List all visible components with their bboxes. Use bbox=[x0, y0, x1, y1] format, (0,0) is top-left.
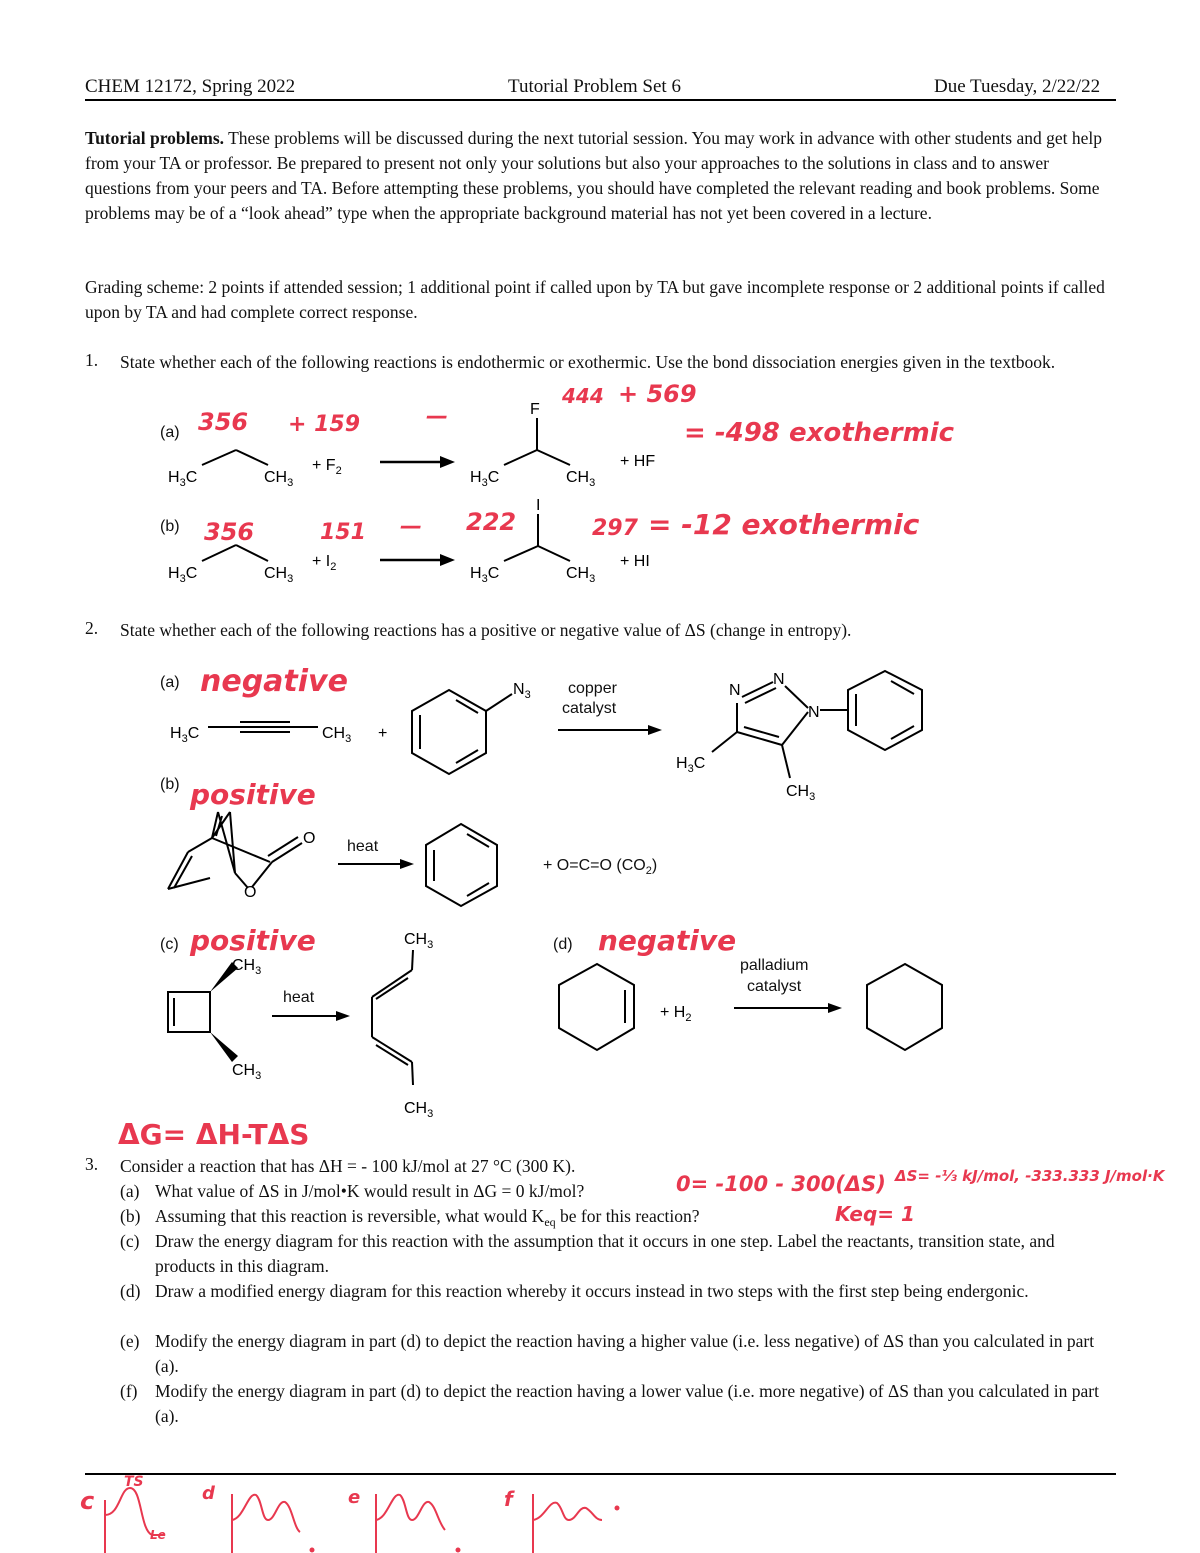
dimethylcyclobutene bbox=[168, 992, 210, 1032]
svg-text:CH3: $CH_3$ bbox=[322, 725, 352, 745]
q1-text: State whether each of the following reactions is endothermic or exothermic. Use the bond dissociation energies given in the textbook. bbox=[120, 352, 1056, 372]
plus-i2: + $I_2$ bbox=[312, 553, 337, 573]
hw-q1b-result: = -12 exothermic bbox=[648, 508, 920, 541]
q3e-label: (e) bbox=[120, 1331, 140, 1351]
q3a-text: What value of ΔS in J/mol•K would result in ΔG = 0 kJ/mol? bbox=[155, 1181, 585, 1201]
triazole-n2: N bbox=[773, 671, 785, 688]
hexadiene-ch3-bottom: $CH_3$ bbox=[404, 1100, 434, 1120]
hw-q2a: negative bbox=[200, 664, 348, 699]
plus-hi: + HI bbox=[620, 553, 650, 570]
triazole-n1: N bbox=[729, 682, 741, 699]
hw-q1a-p2: + 569 bbox=[618, 380, 697, 408]
hexadiene bbox=[372, 950, 413, 1085]
hw-q1b-r2: 151 bbox=[320, 520, 366, 545]
q2-text: State whether each of the following reactions has a positive or negative value of ΔS (change in entropy). bbox=[120, 620, 852, 640]
copper-catalyst-label: catalyst bbox=[562, 700, 617, 717]
q3b-text-tail: be for this reaction? bbox=[555, 1206, 700, 1226]
palladium-label: palladium bbox=[740, 957, 809, 974]
q3f-text: Modify the energy diagram in part (d) to depict the reaction having a lower value (i.e. more negative) of ΔS than you calculated in part (a). bbox=[155, 1381, 1099, 1426]
lactone-o-ring: O bbox=[244, 884, 257, 901]
plus-2a: + bbox=[378, 725, 388, 742]
q3c-label: (c) bbox=[120, 1231, 140, 1251]
hw-energy-sketches bbox=[0, 1476, 700, 1553]
bicyclic-lactone bbox=[168, 812, 302, 889]
cyclohexene bbox=[559, 964, 634, 1050]
lactone-o-carbonyl: O bbox=[303, 830, 316, 847]
q3b-text-main: Assuming that this reaction is reversible, what would K bbox=[155, 1206, 545, 1226]
q3a-label: (a) bbox=[120, 1181, 140, 1201]
q3b-label: (b) bbox=[120, 1206, 141, 1226]
svg-text:H3C: $H_3C$ bbox=[470, 469, 500, 489]
cyclohexane bbox=[867, 964, 942, 1050]
svg-text:H3C: $H_3C$ bbox=[168, 565, 198, 585]
triazole-n3: N bbox=[808, 704, 820, 721]
hw-q3a-work: 0= -100 - 300(ΔS) bbox=[676, 1172, 886, 1196]
footer-rule bbox=[85, 1473, 1116, 1475]
plus-f2: + $F_2$ bbox=[312, 457, 342, 477]
svg-text:I: I bbox=[536, 497, 541, 514]
svg-text:CH3: $CH_3$ bbox=[264, 469, 294, 489]
hw-q2d: negative bbox=[598, 924, 737, 957]
hw-q3a-answer: ΔS= -⅓ kJ/mol, -333.333 J/mol·K bbox=[895, 1167, 1165, 1185]
hw-sketch-e-label: e bbox=[348, 1487, 361, 1508]
triazole-product bbox=[712, 671, 922, 778]
q3-number: 3. bbox=[85, 1154, 99, 1174]
hw-q1a-minus: — bbox=[426, 404, 448, 429]
propane-a bbox=[168, 450, 293, 489]
plus-h2: + $H_2$ bbox=[660, 1004, 692, 1024]
hw-q1a-p1: 444 bbox=[562, 384, 604, 408]
svg-text:H3C: $H_3C$ bbox=[170, 725, 200, 745]
benzene bbox=[426, 824, 497, 906]
q1b-label: (b) bbox=[160, 518, 180, 535]
copper-label: copper bbox=[568, 680, 617, 697]
q3-intro: Consider a reaction that has ΔH = - 100 kJ/mol at 27 °C (300 K). bbox=[120, 1156, 576, 1176]
q3f-label: (f) bbox=[120, 1381, 138, 1401]
butyne bbox=[170, 722, 351, 745]
q3b-keq-sub: eq bbox=[544, 1215, 556, 1229]
arrow-2b bbox=[338, 859, 414, 869]
arrow-2c bbox=[272, 1011, 350, 1021]
q2-reactions-diagram bbox=[0, 650, 1200, 1130]
q2b-label: (b) bbox=[160, 776, 180, 793]
grading-scheme: Grading scheme: 2 points if attended session; 1 additional point if called upon by TA but gave incomplete response or 2 additional points if called upon by TA and had complete correct response. bbox=[85, 277, 1105, 322]
hw-sketch-le-label: Le bbox=[150, 1528, 166, 1542]
heat-label-b: heat bbox=[347, 838, 379, 855]
q3e-text: Modify the energy diagram in part (d) to depict the reaction having a higher value (i.e. less negative) of ΔS than you calculated in part (a). bbox=[155, 1331, 1095, 1376]
arrow-2d bbox=[734, 1003, 842, 1013]
palladium-catalyst-label: catalyst bbox=[747, 978, 802, 995]
course-header: CHEM 12172, Spring 2022 bbox=[85, 76, 296, 97]
hw-q1a-r2: + 159 bbox=[288, 412, 361, 437]
q3d-text: Draw a modified energy diagram for this reaction whereby it occurs instead in two steps with the first step being endergonic. bbox=[155, 1281, 1029, 1301]
q2d-label: (d) bbox=[553, 936, 573, 953]
hw-q1b-p1: 222 bbox=[466, 508, 517, 536]
cyclobutene-ch3-bottom: $CH_3$ bbox=[232, 1062, 262, 1082]
svg-text:H3C: $H_3C$ bbox=[470, 565, 500, 585]
co2-text-close: ) bbox=[651, 857, 658, 874]
q3b-text bbox=[155, 1204, 855, 1231]
svg-text:F: F bbox=[530, 401, 540, 418]
azide-n3: $N_3$ bbox=[513, 681, 531, 701]
hw-sketch-f-label: f bbox=[504, 1487, 513, 1511]
triazole-h3c: $H_3C$ bbox=[676, 755, 706, 775]
hw-q1b-minus: — bbox=[400, 514, 422, 539]
hw-gibbs: ΔG= ΔH-TΔS bbox=[118, 1118, 310, 1151]
cyclobutene-ch3-top: $CH_3$ bbox=[232, 957, 262, 977]
hw-q1b-p2: 297 bbox=[592, 516, 638, 541]
intro-paragraph bbox=[85, 126, 1115, 226]
co2-text-main: + O=C=O (CO bbox=[543, 857, 646, 874]
due-date: Due Tuesday, 2/22/22 bbox=[934, 76, 1101, 97]
hw-q3b-answer: Keq= 1 bbox=[835, 1202, 915, 1226]
fluoropropane bbox=[470, 401, 595, 489]
intro-text: These problems will be discussed during the next tutorial session. You may work in advance with other students and get help from your TA or professor. Be prepared to present not only your solutions but also your approaches to the solutions in class and to answer questions from your peers and TA. Before attempting these problems, you should have completed the relevant reading and book problems. Some problems may be of a “look ahead” type when the appropriate background material has not yet been covered in a lecture. bbox=[85, 128, 1103, 223]
q3d-label: (d) bbox=[120, 1281, 141, 1301]
hw-q1b-r1: 356 bbox=[204, 518, 255, 546]
q3c-text: Draw the energy diagram for this reaction with the assumption that it occurs in one step. Label the reactants, transition state, and products in this diagram. bbox=[155, 1231, 1055, 1276]
hw-sketch-c-label: c bbox=[80, 1487, 95, 1515]
q2c-label: (c) bbox=[160, 936, 179, 953]
triazole-ch3: $CH_3$ bbox=[786, 783, 816, 803]
header-rule bbox=[85, 99, 1116, 101]
hw-q1a-result: = -498 exothermic bbox=[684, 418, 955, 448]
arrow-2a bbox=[558, 725, 662, 735]
q1-number: 1. bbox=[85, 350, 99, 370]
propane-b bbox=[168, 545, 293, 585]
hw-q2b: positive bbox=[190, 778, 316, 811]
hw-q2c: positive bbox=[190, 924, 316, 957]
hw-sketch-d-label: d bbox=[202, 1483, 215, 1504]
co2-text: + O=C=O $(CO_2)$ bbox=[543, 857, 658, 877]
hexadiene-ch3-top: $CH_3$ bbox=[404, 931, 434, 951]
svg-text:CH3: $CH_3$ bbox=[566, 565, 596, 585]
svg-text:CH3: $CH_3$ bbox=[566, 469, 596, 489]
heat-label-c: heat bbox=[283, 989, 315, 1006]
wedge-bottom bbox=[210, 1032, 238, 1062]
phenyl-azide bbox=[412, 690, 512, 774]
intro-bold: Tutorial problems. bbox=[85, 128, 225, 148]
arrow-1a bbox=[380, 456, 455, 468]
document-title: Tutorial Problem Set 6 bbox=[508, 76, 681, 97]
q1a-label: (a) bbox=[160, 424, 180, 441]
arrow-1b bbox=[380, 554, 455, 566]
svg-text:CH3: $CH_3$ bbox=[264, 565, 294, 585]
q1-reactions-diagram bbox=[0, 390, 1200, 600]
q2a-label: (a) bbox=[160, 674, 180, 691]
hw-q1a-r1: 356 bbox=[198, 408, 249, 436]
plus-hf: + HF bbox=[620, 453, 656, 470]
svg-text:H3C: $H_3C$ bbox=[168, 469, 198, 489]
q2-number: 2. bbox=[85, 618, 99, 638]
hw-sketch-ts-label: TS bbox=[124, 1474, 144, 1490]
